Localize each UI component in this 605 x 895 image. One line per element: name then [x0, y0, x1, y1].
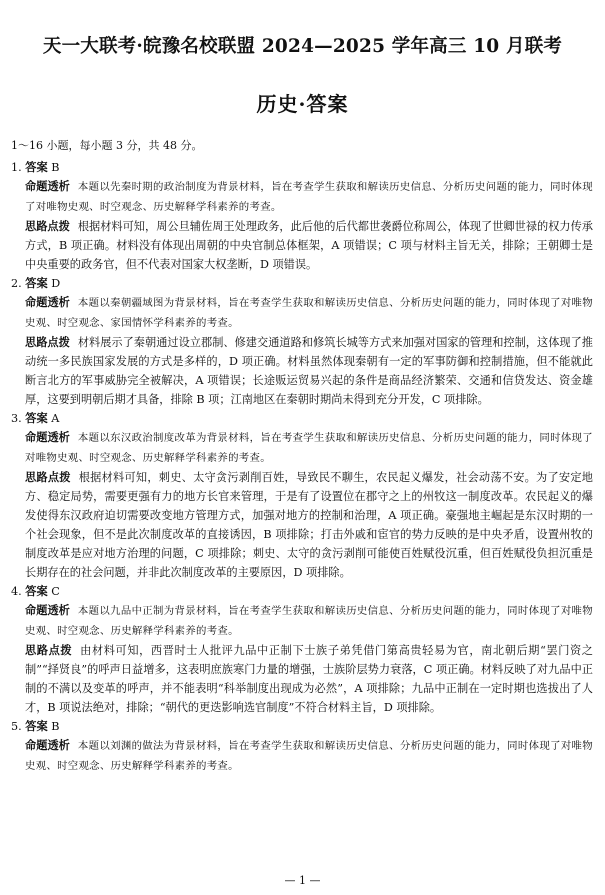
hint-block: [25, 468, 593, 582]
analysis-block: [25, 177, 593, 217]
answer-line: [11, 582, 593, 601]
answer-value: B: [51, 720, 60, 733]
question-number: 1.: [11, 161, 22, 174]
analysis-text: 本题以刘渊的做法为背景材料，旨在考查学生获取和解读历史信息、分析历史问题的能力，同时体现了对唯物史观、时空观念、历史解释学科素养的考查。: [25, 740, 593, 772]
section-intro: 1～16 小题，每小题 3 分，共 48 分。: [11, 139, 203, 152]
question-number: 3.: [11, 412, 22, 425]
hint-label: 思路点拨: [25, 643, 73, 657]
answer-label: 答案: [25, 276, 48, 290]
analysis-label: 命题透析: [25, 738, 70, 752]
analysis-label: 命题透析: [25, 603, 70, 617]
hint-label: 思路点拨: [25, 335, 70, 349]
hint-text: 材料展示了秦朝通过设立郡制、修建交通道路和修筑长城等方式来加强对国家的管理和控制，这体现了推动统一多民族国家发展的方式是多样的，D 项正确。材料虽然体现秦朝有一定的军事防御和控制措施，但不能就此断言北方的军事威胁完全被解决，A 项错误；长途贩运贸易兴起的条件是商品经济繁荣、交通和信贷发达、资金雄厚，这要到明朝后期才具备，排除 B 项；江南地区在秦朝时期尚未得到充分开发，C 项排除。: [25, 336, 593, 406]
analysis-block: [25, 736, 593, 776]
hint-block: [25, 333, 593, 409]
document-subtitle: 历史·答案: [256, 92, 349, 116]
answer-label: 答案: [25, 584, 48, 598]
answer-label: 答案: [25, 719, 48, 733]
answer-line: [11, 158, 593, 177]
question-number: 2.: [11, 277, 22, 290]
analysis-block: [25, 293, 593, 333]
hint-text: 根据材料可知，周公旦辅佐周王处理政务，此后他的后代都世袭爵位称周公，体现了世卿世禄的权力传承方式，B 项正确。材料没有体现出周朝的中央官制总体框架，A 项错误；C 项与材料主旨无关，排除；王朝卿士是中央重要的政务官，但不代表对国家大权垄断，D 项错误。: [25, 220, 593, 271]
analysis-block: [25, 601, 593, 641]
analysis-block: [25, 428, 593, 468]
page-number: — 1 —: [284, 874, 321, 887]
hint-block: [25, 217, 593, 274]
analysis-label: 命题透析: [25, 430, 70, 444]
answer-value: B: [51, 161, 60, 174]
hint-label: 思路点拨: [25, 470, 71, 484]
hint-text: 由材料可知，西晋时士人批评九品中正制下士族子弟凭借门第高贵轻易为官，南北朝后期“罢门资之制”“择贤良”的呼声日益增多，这表明庶族寒门力量的增强，士族阶层势力衰落，C 项正确。材料反映了对九品中正制的不满以及变革的呼声，并不能表明“科举制度出现成为必然”，A 项排除；九品中正制在一定时期也选拔出了人才，B 项说法绝对，排除；“朝代的更迭影响选官制度”不符合材料主旨，D 项排除。: [25, 644, 593, 714]
analysis-text: 本题以先秦时期的政治制度为背景材料，旨在考查学生获取和解读历史信息、分析历史问题的能力，同时体现了对唯物史观、时空观念、历史解释学科素养的考查。: [25, 181, 593, 213]
analysis-text: 本题以九品中正制为背景材料，旨在考查学生获取和解读历史信息、分析历史问题的能力，同时体现了对唯物史观、时空观念、历史解释学科素养的考查。: [25, 605, 593, 637]
analysis-label: 命题透析: [25, 295, 70, 309]
answer-value: A: [51, 412, 60, 425]
analysis-text: 本题以秦朝疆域图为背景材料，旨在考查学生获取和解读历史信息、分析历史问题的能力，同时体现了对唯物史观、时空观念、家国情怀学科素养的考查。: [25, 297, 593, 329]
answer-label: 答案: [25, 160, 48, 174]
analysis-label: 命题透析: [25, 179, 70, 193]
document-title: 天一大联考·皖豫名校联盟 2024—2025 学年高三 10 月联考: [42, 36, 563, 57]
question-number: 4.: [11, 585, 22, 598]
answer-value: D: [51, 277, 61, 290]
answer-label: 答案: [25, 411, 48, 425]
hint-block: [25, 641, 593, 717]
answer-list: [11, 158, 593, 776]
answer-line: [11, 274, 593, 293]
answer-value: C: [51, 585, 60, 598]
question-number: 5.: [11, 720, 22, 733]
hint-label: 思路点拨: [25, 219, 70, 233]
analysis-text: 本题以东汉政治制度改革为背景材料，旨在考查学生获取和解读历史信息、分析历史问题的能力，同时体现了对唯物史观、时空观念、历史解释学科素养的考查。: [25, 432, 593, 464]
answer-line: [11, 717, 593, 736]
hint-text: 根据材料可知，刺史、太守贪污剥削百姓，导致民不聊生，农民起义爆发，社会动荡不安。为了安定地方、稳定局势，需要更强有力的地方长官来管理，于是有了设置位在郡守之上的州牧这一制度改革。农民起义的爆发使得东汉政府迫切需要改变地方管理方式，加强对地方的控制和治理，A 项正确。豪强地主崛起是东汉时期的一个社会现象，但不是此次制度改革的直接诱因，B 项排除；打击外戚和宦官的势力反映的是中央矛盾，设置州牧的制度改革是应对地方治理的问题，C 项排除；刺史、太守的贪污剥削可能使百姓赋役沉重，但百姓赋役负担沉重是长期存在的社会问题，并非此次制度改革的主要原因，D 项排除。: [25, 471, 593, 579]
answer-line: [11, 409, 593, 428]
